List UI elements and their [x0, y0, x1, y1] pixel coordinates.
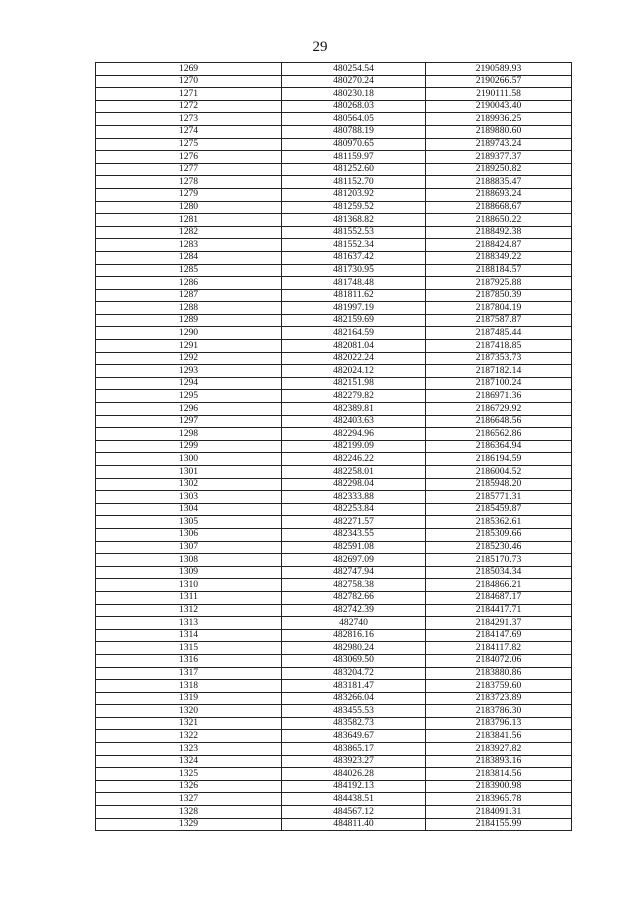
table-row — [96, 440, 572, 453]
table-row — [96, 743, 572, 756]
point-number-cell: 1278 — [96, 176, 282, 189]
x-coordinate-cell: 482740 — [282, 617, 426, 630]
x-coordinate-cell: 482747.94 — [282, 566, 426, 579]
table-row — [96, 289, 572, 302]
table-row — [96, 717, 572, 730]
y-coordinate-cell: 2183927.82 — [426, 743, 572, 756]
table-row — [96, 188, 572, 201]
point-number-cell: 1298 — [96, 428, 282, 441]
table-row — [96, 818, 572, 831]
y-coordinate-cell: 2185309.66 — [426, 528, 572, 541]
point-number-cell: 1289 — [96, 314, 282, 327]
x-coordinate-cell: 484192.13 — [282, 780, 426, 793]
point-number-cell: 1317 — [96, 667, 282, 680]
point-number-cell: 1270 — [96, 75, 282, 88]
table-row — [96, 541, 572, 554]
y-coordinate-cell: 2185034.34 — [426, 566, 572, 579]
x-coordinate-cell: 482253.84 — [282, 503, 426, 516]
point-number-cell: 1296 — [96, 403, 282, 416]
x-coordinate-cell: 481259.52 — [282, 201, 426, 214]
point-number-cell: 1302 — [96, 478, 282, 491]
y-coordinate-cell: 2187850.39 — [426, 289, 572, 302]
x-coordinate-cell: 483582.73 — [282, 717, 426, 730]
point-number-cell: 1326 — [96, 780, 282, 793]
y-coordinate-cell: 2187925.88 — [426, 277, 572, 290]
x-coordinate-cell: 482298.04 — [282, 478, 426, 491]
y-coordinate-cell: 2183796.13 — [426, 717, 572, 730]
point-number-cell: 1318 — [96, 680, 282, 693]
y-coordinate-cell: 2183900.98 — [426, 780, 572, 793]
y-coordinate-cell: 2186729.92 — [426, 403, 572, 416]
y-coordinate-cell: 2184117.82 — [426, 642, 572, 655]
y-coordinate-cell: 2184291.37 — [426, 617, 572, 630]
table-row — [96, 579, 572, 592]
x-coordinate-cell: 482816.16 — [282, 629, 426, 642]
table-row — [96, 680, 572, 693]
table-row — [96, 75, 572, 88]
y-coordinate-cell: 2187804.19 — [426, 302, 572, 315]
x-coordinate-cell: 482199.09 — [282, 440, 426, 453]
x-coordinate-cell: 480564.05 — [282, 113, 426, 126]
x-coordinate-cell: 482151.98 — [282, 377, 426, 390]
x-coordinate-cell: 480970.65 — [282, 138, 426, 151]
x-coordinate-cell: 483865.17 — [282, 743, 426, 756]
y-coordinate-cell: 2183723.89 — [426, 692, 572, 705]
point-number-cell: 1275 — [96, 138, 282, 151]
y-coordinate-cell: 2188693.24 — [426, 188, 572, 201]
y-coordinate-cell: 2186971.36 — [426, 390, 572, 403]
x-coordinate-cell: 482389.81 — [282, 403, 426, 416]
point-number-cell: 1293 — [96, 365, 282, 378]
x-coordinate-cell: 482022.24 — [282, 352, 426, 365]
table-row — [96, 503, 572, 516]
x-coordinate-cell: 482742.39 — [282, 604, 426, 617]
point-number-cell: 1292 — [96, 352, 282, 365]
table-row — [96, 100, 572, 113]
y-coordinate-cell: 2189936.25 — [426, 113, 572, 126]
table-row — [96, 226, 572, 239]
point-number-cell: 1273 — [96, 113, 282, 126]
x-coordinate-cell: 483204.72 — [282, 667, 426, 680]
y-coordinate-cell: 2185459.87 — [426, 503, 572, 516]
table-row — [96, 591, 572, 604]
point-number-cell: 1322 — [96, 730, 282, 743]
x-coordinate-cell: 481552.34 — [282, 239, 426, 252]
point-number-cell: 1281 — [96, 214, 282, 227]
point-number-cell: 1283 — [96, 239, 282, 252]
table-row — [96, 453, 572, 466]
y-coordinate-cell: 2190111.58 — [426, 88, 572, 101]
y-coordinate-cell: 2188668.67 — [426, 201, 572, 214]
point-number-cell: 1276 — [96, 151, 282, 164]
x-coordinate-cell: 483266.04 — [282, 692, 426, 705]
y-coordinate-cell: 2183893.16 — [426, 755, 572, 768]
point-number-cell: 1299 — [96, 440, 282, 453]
x-coordinate-cell: 482164.59 — [282, 327, 426, 340]
table-row — [96, 667, 572, 680]
table-row — [96, 466, 572, 479]
x-coordinate-cell: 484026.28 — [282, 768, 426, 781]
point-number-cell: 1310 — [96, 579, 282, 592]
point-number-cell: 1277 — [96, 163, 282, 176]
x-coordinate-cell: 481252.60 — [282, 163, 426, 176]
y-coordinate-cell: 2190043.40 — [426, 100, 572, 113]
table-row — [96, 365, 572, 378]
table-row — [96, 138, 572, 151]
y-coordinate-cell: 2188184.57 — [426, 264, 572, 277]
point-number-cell: 1269 — [96, 63, 282, 76]
point-number-cell: 1321 — [96, 717, 282, 730]
x-coordinate-cell: 482403.63 — [282, 415, 426, 428]
y-coordinate-cell: 2190266.57 — [426, 75, 572, 88]
table-row — [96, 214, 572, 227]
x-coordinate-cell: 481637.42 — [282, 251, 426, 264]
x-coordinate-cell: 482279.82 — [282, 390, 426, 403]
y-coordinate-cell: 2185230.46 — [426, 541, 572, 554]
y-coordinate-cell: 2187418.85 — [426, 340, 572, 353]
table-row — [96, 63, 572, 76]
table-row — [96, 755, 572, 768]
y-coordinate-cell: 2188424.87 — [426, 239, 572, 252]
coordinates-table — [95, 62, 572, 831]
x-coordinate-cell: 482258.01 — [282, 466, 426, 479]
table-row — [96, 617, 572, 630]
point-number-cell: 1329 — [96, 818, 282, 831]
x-coordinate-cell: 480270.24 — [282, 75, 426, 88]
x-coordinate-cell: 481152.70 — [282, 176, 426, 189]
x-coordinate-cell: 482246.22 — [282, 453, 426, 466]
table-row — [96, 327, 572, 340]
x-coordinate-cell: 481748.48 — [282, 277, 426, 290]
x-coordinate-cell: 482294.96 — [282, 428, 426, 441]
table-row — [96, 239, 572, 252]
table-row — [96, 566, 572, 579]
x-coordinate-cell: 482343.55 — [282, 528, 426, 541]
table-row — [96, 528, 572, 541]
table-row — [96, 163, 572, 176]
y-coordinate-cell: 2185362.61 — [426, 516, 572, 529]
y-coordinate-cell: 2184072.06 — [426, 654, 572, 667]
y-coordinate-cell: 2185170.73 — [426, 554, 572, 567]
table-row — [96, 314, 572, 327]
table-row — [96, 768, 572, 781]
point-number-cell: 1305 — [96, 516, 282, 529]
y-coordinate-cell: 2188492.38 — [426, 226, 572, 239]
coordinates-table-body — [96, 63, 572, 831]
x-coordinate-cell: 481203.92 — [282, 188, 426, 201]
y-coordinate-cell: 2184687.17 — [426, 591, 572, 604]
point-number-cell: 1297 — [96, 415, 282, 428]
table-row — [96, 780, 572, 793]
point-number-cell: 1291 — [96, 340, 282, 353]
x-coordinate-cell: 480230.18 — [282, 88, 426, 101]
table-row — [96, 491, 572, 504]
y-coordinate-cell: 2183759.60 — [426, 680, 572, 693]
point-number-cell: 1284 — [96, 251, 282, 264]
x-coordinate-cell: 482591.08 — [282, 541, 426, 554]
x-coordinate-cell: 482024.12 — [282, 365, 426, 378]
y-coordinate-cell: 2184091.31 — [426, 806, 572, 819]
y-coordinate-cell: 2189880.60 — [426, 125, 572, 138]
y-coordinate-cell: 2184155.99 — [426, 818, 572, 831]
point-number-cell: 1325 — [96, 768, 282, 781]
x-coordinate-cell: 483181.47 — [282, 680, 426, 693]
table-row — [96, 730, 572, 743]
y-coordinate-cell: 2187587.87 — [426, 314, 572, 327]
point-number-cell: 1300 — [96, 453, 282, 466]
x-coordinate-cell: 481552.53 — [282, 226, 426, 239]
y-coordinate-cell: 2183814.56 — [426, 768, 572, 781]
x-coordinate-cell: 483923.27 — [282, 755, 426, 768]
point-number-cell: 1274 — [96, 125, 282, 138]
x-coordinate-cell: 484567.12 — [282, 806, 426, 819]
point-number-cell: 1311 — [96, 591, 282, 604]
y-coordinate-cell: 2188349.22 — [426, 251, 572, 264]
y-coordinate-cell: 2183965.78 — [426, 793, 572, 806]
table-row — [96, 403, 572, 416]
x-coordinate-cell: 481811.62 — [282, 289, 426, 302]
x-coordinate-cell: 483649.67 — [282, 730, 426, 743]
table-row — [96, 604, 572, 617]
x-coordinate-cell: 484811.40 — [282, 818, 426, 831]
point-number-cell: 1316 — [96, 654, 282, 667]
point-number-cell: 1287 — [96, 289, 282, 302]
table-row — [96, 415, 572, 428]
table-row — [96, 793, 572, 806]
x-coordinate-cell: 480254.54 — [282, 63, 426, 76]
table-row — [96, 516, 572, 529]
table-row — [96, 654, 572, 667]
point-number-cell: 1308 — [96, 554, 282, 567]
table-row — [96, 201, 572, 214]
point-number-cell: 1301 — [96, 466, 282, 479]
x-coordinate-cell: 482980.24 — [282, 642, 426, 655]
table-row — [96, 125, 572, 138]
y-coordinate-cell: 2186004.52 — [426, 466, 572, 479]
point-number-cell: 1319 — [96, 692, 282, 705]
point-number-cell: 1307 — [96, 541, 282, 554]
table-row — [96, 251, 572, 264]
x-coordinate-cell: 482782.66 — [282, 591, 426, 604]
page-number: 29 — [312, 39, 328, 55]
point-number-cell: 1304 — [96, 503, 282, 516]
y-coordinate-cell: 2183880.86 — [426, 667, 572, 680]
x-coordinate-cell: 480788.19 — [282, 125, 426, 138]
y-coordinate-cell: 2187100.24 — [426, 377, 572, 390]
x-coordinate-cell: 481368.82 — [282, 214, 426, 227]
table-row — [96, 88, 572, 101]
table-row — [96, 151, 572, 164]
point-number-cell: 1314 — [96, 629, 282, 642]
point-number-cell: 1320 — [96, 705, 282, 718]
x-coordinate-cell: 482697.09 — [282, 554, 426, 567]
point-number-cell: 1279 — [96, 188, 282, 201]
y-coordinate-cell: 2184147.69 — [426, 629, 572, 642]
point-number-cell: 1328 — [96, 806, 282, 819]
point-number-cell: 1271 — [96, 88, 282, 101]
table-row — [96, 642, 572, 655]
x-coordinate-cell: 482333.88 — [282, 491, 426, 504]
y-coordinate-cell: 2189250.82 — [426, 163, 572, 176]
y-coordinate-cell: 2186648.56 — [426, 415, 572, 428]
y-coordinate-cell: 2183786.30 — [426, 705, 572, 718]
x-coordinate-cell: 482758.38 — [282, 579, 426, 592]
point-number-cell: 1306 — [96, 528, 282, 541]
y-coordinate-cell: 2187353.73 — [426, 352, 572, 365]
table-row — [96, 113, 572, 126]
y-coordinate-cell: 2188835.47 — [426, 176, 572, 189]
point-number-cell: 1295 — [96, 390, 282, 403]
point-number-cell: 1272 — [96, 100, 282, 113]
y-coordinate-cell: 2187485.44 — [426, 327, 572, 340]
x-coordinate-cell: 481159.97 — [282, 151, 426, 164]
point-number-cell: 1285 — [96, 264, 282, 277]
table-row — [96, 176, 572, 189]
table-row — [96, 264, 572, 277]
table-row — [96, 692, 572, 705]
x-coordinate-cell: 482271.57 — [282, 516, 426, 529]
point-number-cell: 1280 — [96, 201, 282, 214]
table-row — [96, 302, 572, 315]
y-coordinate-cell: 2189743.24 — [426, 138, 572, 151]
point-number-cell: 1294 — [96, 377, 282, 390]
table-row — [96, 390, 572, 403]
x-coordinate-cell: 480268.03 — [282, 100, 426, 113]
x-coordinate-cell: 481730.95 — [282, 264, 426, 277]
y-coordinate-cell: 2190589.93 — [426, 63, 572, 76]
table-row — [96, 478, 572, 491]
x-coordinate-cell: 484438.51 — [282, 793, 426, 806]
table-row — [96, 277, 572, 290]
point-number-cell: 1282 — [96, 226, 282, 239]
point-number-cell: 1313 — [96, 617, 282, 630]
y-coordinate-cell: 2184417.71 — [426, 604, 572, 617]
table-row — [96, 352, 572, 365]
y-coordinate-cell: 2185948.20 — [426, 478, 572, 491]
table-row — [96, 377, 572, 390]
y-coordinate-cell: 2186562.86 — [426, 428, 572, 441]
x-coordinate-cell: 482159.69 — [282, 314, 426, 327]
y-coordinate-cell: 2184866.21 — [426, 579, 572, 592]
y-coordinate-cell: 2189377.37 — [426, 151, 572, 164]
point-number-cell: 1327 — [96, 793, 282, 806]
point-number-cell: 1312 — [96, 604, 282, 617]
x-coordinate-cell: 483069.50 — [282, 654, 426, 667]
point-number-cell: 1303 — [96, 491, 282, 504]
point-number-cell: 1286 — [96, 277, 282, 290]
y-coordinate-cell: 2186194.59 — [426, 453, 572, 466]
point-number-cell: 1309 — [96, 566, 282, 579]
point-number-cell: 1315 — [96, 642, 282, 655]
y-coordinate-cell: 2187182.14 — [426, 365, 572, 378]
table-row — [96, 340, 572, 353]
point-number-cell: 1324 — [96, 755, 282, 768]
x-coordinate-cell: 483455.53 — [282, 705, 426, 718]
point-number-cell: 1323 — [96, 743, 282, 756]
x-coordinate-cell: 481997.19 — [282, 302, 426, 315]
y-coordinate-cell: 2185771.31 — [426, 491, 572, 504]
table-row — [96, 629, 572, 642]
point-number-cell: 1288 — [96, 302, 282, 315]
y-coordinate-cell: 2183841.56 — [426, 730, 572, 743]
x-coordinate-cell: 482081.04 — [282, 340, 426, 353]
y-coordinate-cell: 2186364.94 — [426, 440, 572, 453]
table-row — [96, 554, 572, 567]
table-row — [96, 428, 572, 441]
y-coordinate-cell: 2188650.22 — [426, 214, 572, 227]
table-row — [96, 806, 572, 819]
point-number-cell: 1290 — [96, 327, 282, 340]
table-row — [96, 705, 572, 718]
